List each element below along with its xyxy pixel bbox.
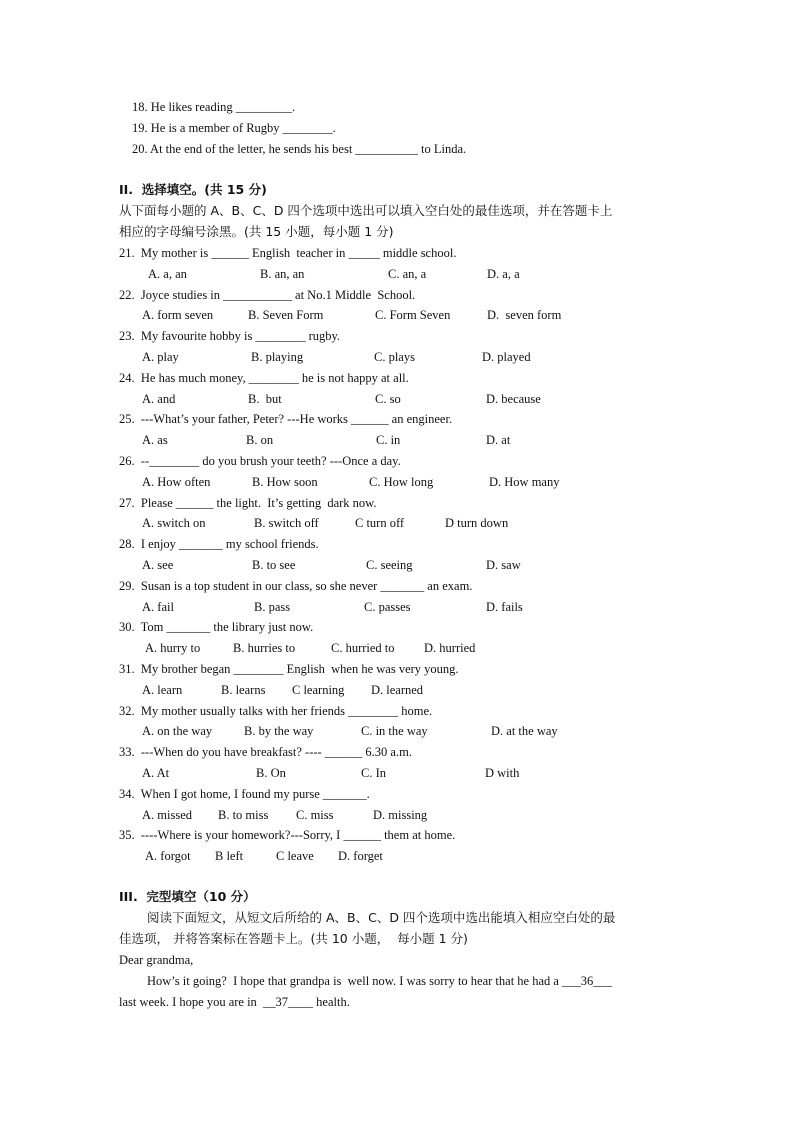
question-35-stem: 35. ----Where is your homework?---Sorry, I ______ them at home. [119,828,456,843]
question-18: 18. He likes reading _________. [132,100,296,114]
question-30-stem: 30. Tom _______ the library just now. [119,620,314,635]
question-30-option-b: B. hurries to [233,641,296,656]
question-23-option-d: D. played [482,350,531,364]
question-23-stem: 23. My favourite hobby is ________ rugby. [119,329,341,344]
question-31-option-c: C learning [292,682,345,697]
question-32-stem: 32. My mother usually talks with her friends ________ home. [119,703,433,718]
question-29-option-b: B. pass [254,599,291,614]
question-21-option-c: C. an, a [388,266,427,281]
question-32-option-a: A. on the way [142,724,213,739]
passage-line-2: last week. I hope you are in __37____ health. [119,995,350,1009]
question-20: 20. At the end of the letter, he sends his best __________ to Linda. [132,142,467,156]
question-33-option-a: A. At [142,766,170,780]
question-25-option-a: A. as [142,433,168,448]
question-26-option-d: D. How many [489,474,560,489]
question-31-stem: 31. My brother began ________ English when he was very young. [119,662,459,676]
question-24-option-c: C. so [375,391,401,406]
question-31-option-b: B. learns [221,682,266,697]
question-35-option-a: A. forgot [145,849,191,864]
question-29-stem: 29. Susan is a top student in our class, so she never _______ an exam. [119,578,473,593]
question-27-option-c: C turn off [355,516,405,531]
question-28-option-d: D. saw [486,558,521,572]
question-31-option-d: D. learned [371,682,424,697]
question-32-option-c: C. in the way [361,724,428,739]
question-22-option-b: B. Seven Form [248,308,324,323]
question-25-option-c: C. in [376,433,401,448]
question-33-option-d: D with [485,766,520,780]
question-32-option-d: D. at the way [491,724,558,739]
passage-line-1: How’s it going? I hope that grandpa is well now. I was sorry to hear that he had a ___36___ [147,974,613,988]
question-35-option-d: D. forget [338,849,383,864]
section-2-heading: II. 选择填空。(共 15 分) [119,182,267,197]
question-29-option-c: C. passes [364,599,411,614]
letter-greeting: Dear grandma, [119,953,194,967]
question-23-option-b: B. playing [251,350,304,364]
question-27-option-d: D turn down [445,516,509,531]
section-3-instruction-line2: 佳选项， 并将答案标在答题卡上。(共 10 小题， 每小题 1 分) [119,931,468,946]
question-21-option-a: A. a, an [148,266,187,281]
question-24-option-a: A. and [142,391,176,406]
question-24-option-b: B. but [248,391,282,406]
question-35-option-c: C leave [276,849,314,864]
section-2-instruction-line2: 相应的字母编号涂黑。(共 15 小题，每小题 1 分) [119,224,394,239]
question-24-option-d: D. because [486,391,541,406]
question-27-option-a: A. switch on [142,516,206,531]
question-34-option-c: C. miss [296,807,334,822]
question-22-option-d: D. seven form [487,308,562,323]
question-25-option-d: D. at [486,433,511,448]
question-34-option-b: B. to miss [218,807,269,822]
question-33-option-c: C. In [361,766,386,780]
question-33-stem: 33. ---When do you have breakfast? ---- ______ 6.30 a.m. [119,745,412,760]
section-3-heading: III. 完型填空（10 分） [119,889,256,904]
question-26-option-b: B. How soon [252,474,318,489]
question-23-option-a: A. play [142,350,179,364]
question-32-option-b: B. by the way [244,724,314,739]
question-28-option-c: C. seeing [366,558,413,572]
question-26-option-c: C. How long [369,474,434,489]
question-25-stem: 25. ---What’s your father, Peter? ---He works ______ an engineer. [119,412,453,427]
question-28-stem: 28. I enjoy _______ my school friends. [119,537,319,552]
question-28-option-b: B. to see [252,558,296,572]
question-29-option-d: D. fails [486,599,523,614]
question-22-option-a: A. form seven [142,308,214,323]
question-24-stem: 24. He has much money, ________ he is not happy at all. [119,370,409,385]
question-21-stem: 21. My mother is ______ English teacher in _____ middle school. [119,246,457,260]
question-27-stem: 27. Please ______ the light. It’s getting dark now. [119,495,377,510]
question-34-option-d: D. missing [373,807,428,822]
question-35-option-b: B left [215,849,244,864]
question-31-option-a: A. learn [142,682,183,697]
question-30-option-c: C. hurried to [331,641,395,656]
section-3-instruction-line1: 阅读下面短文，从短文后所给的 A、B、C、D 四个选项中选出能填入相应空白处的最 [147,910,616,925]
question-26-option-a: A. How often [142,474,211,489]
question-34-stem: 34. When I got home, I found my purse _______. [119,786,370,801]
question-33-option-b: B. On [256,766,286,780]
question-21-option-b: B. an, an [260,266,305,281]
question-30-option-d: D. hurried [424,641,476,656]
question-28-option-a: A. see [142,558,174,572]
question-30-option-a: A. hurry to [145,641,201,656]
question-26-stem: 26. --________ do you brush your teeth? ---Once a day. [119,454,401,468]
question-34-option-a: A. missed [142,807,192,822]
question-25-option-b: B. on [246,433,274,448]
question-23-option-c: C. plays [374,350,415,364]
question-22-option-c: C. Form Seven [375,308,451,323]
section-2-instruction-line1: 从下面每小题的 A、B、C、D 四个选项中选出可以填入空白处的最佳选项，并在答题卡上 [119,203,613,218]
question-22-stem: 22. Joyce studies in ___________ at No.1 Middle School. [119,287,416,302]
question-19: 19. He is a member of Rugby ________. [132,121,336,135]
question-29-option-a: A. fail [142,599,174,614]
question-21-option-d: D. a, a [487,266,520,281]
question-27-option-b: B. switch off [254,516,319,531]
